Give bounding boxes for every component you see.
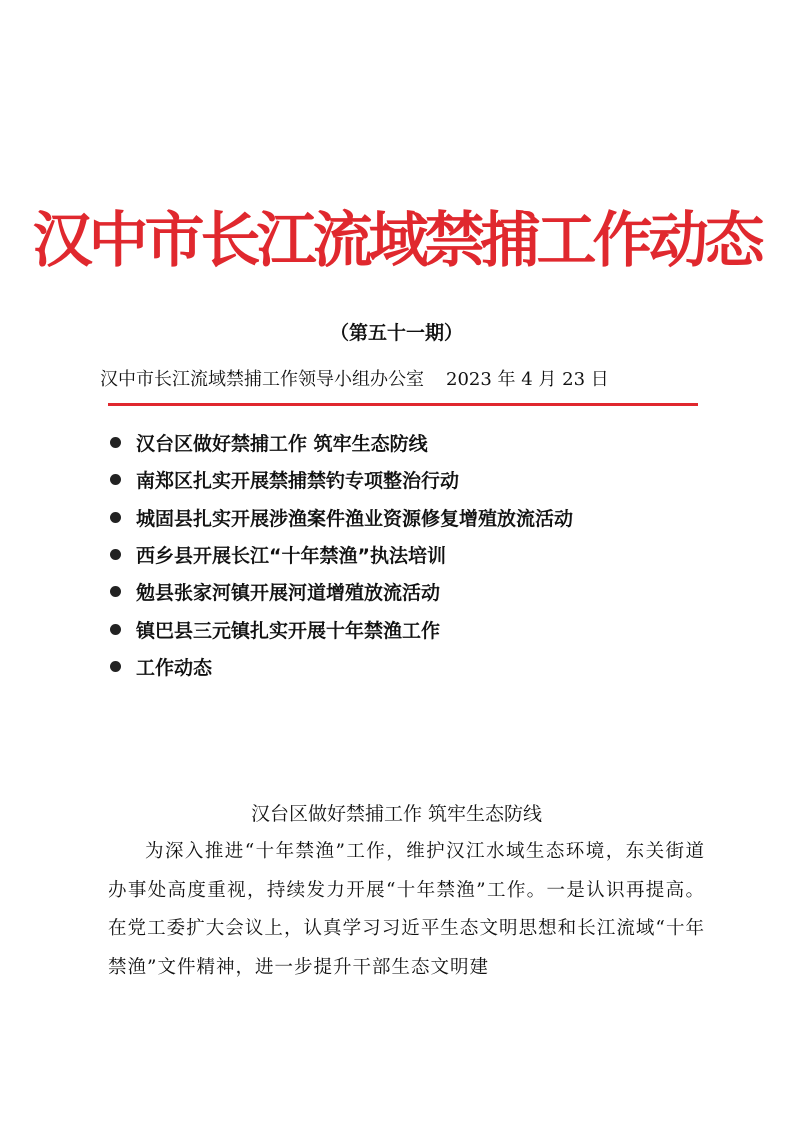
bullet-icon <box>110 512 121 523</box>
toc-item-label: 西乡县开展长江“十年禁渔”执法培训 <box>136 545 446 568</box>
issue-number: （第五十一期） <box>329 322 463 344</box>
toc-item-label: 汉台区做好禁捕工作 筑牢生态防线 <box>136 433 428 456</box>
toc-item[interactable] <box>110 499 710 536</box>
issuer-name: 汉中市长江流域禁捕工作领导小组办公室 <box>100 369 424 390</box>
toc-item[interactable] <box>110 424 710 461</box>
bullet-icon <box>110 586 121 597</box>
bullet-icon <box>110 437 121 448</box>
bullet-icon <box>110 549 121 560</box>
toc-item-label: 南郑区扎实开展禁捕禁钓专项整治行动 <box>136 470 460 493</box>
red-divider <box>108 403 698 406</box>
bullet-icon <box>110 474 121 485</box>
toc-item-label: 镇巴县三元镇扎实开展十年禁渔工作 <box>136 619 441 642</box>
toc-item[interactable] <box>110 461 710 498</box>
article-title: 汉台区做好禁捕工作 筑牢生态防线 <box>250 803 543 825</box>
toc-item[interactable] <box>110 536 710 573</box>
toc-item-label: 城固县扎实开展涉渔案件渔业资源修复增殖放流活动 <box>136 507 574 530</box>
issuer-line <box>100 367 720 393</box>
article-body: 为深入推进“十年禁渔”工作，维护汉江水域生态环境，东关街道办事处高度重视，持续发力开展“十年禁渔”工作。一是认识再提高。在党工委扩大会议上，认真学习习近平生态文明思想和长江流域“十年禁渔”文件精神，进一步提升干部生态文明建 <box>108 841 705 978</box>
bullet-icon <box>110 661 121 672</box>
bullet-icon <box>110 624 121 635</box>
toc-item[interactable] <box>110 648 710 685</box>
toc-item-label: 勉县张家河镇开展河道增殖放流活动 <box>136 582 441 605</box>
table-of-contents <box>110 424 710 685</box>
toc-item[interactable] <box>110 573 710 610</box>
bulletin-title: 汉中市长江流域禁捕工作动态 <box>32 206 761 276</box>
issue-date: 2023 年 4 月 23 日 <box>446 369 609 390</box>
toc-item[interactable] <box>110 610 710 647</box>
toc-item-label: 工作动态 <box>136 656 213 679</box>
